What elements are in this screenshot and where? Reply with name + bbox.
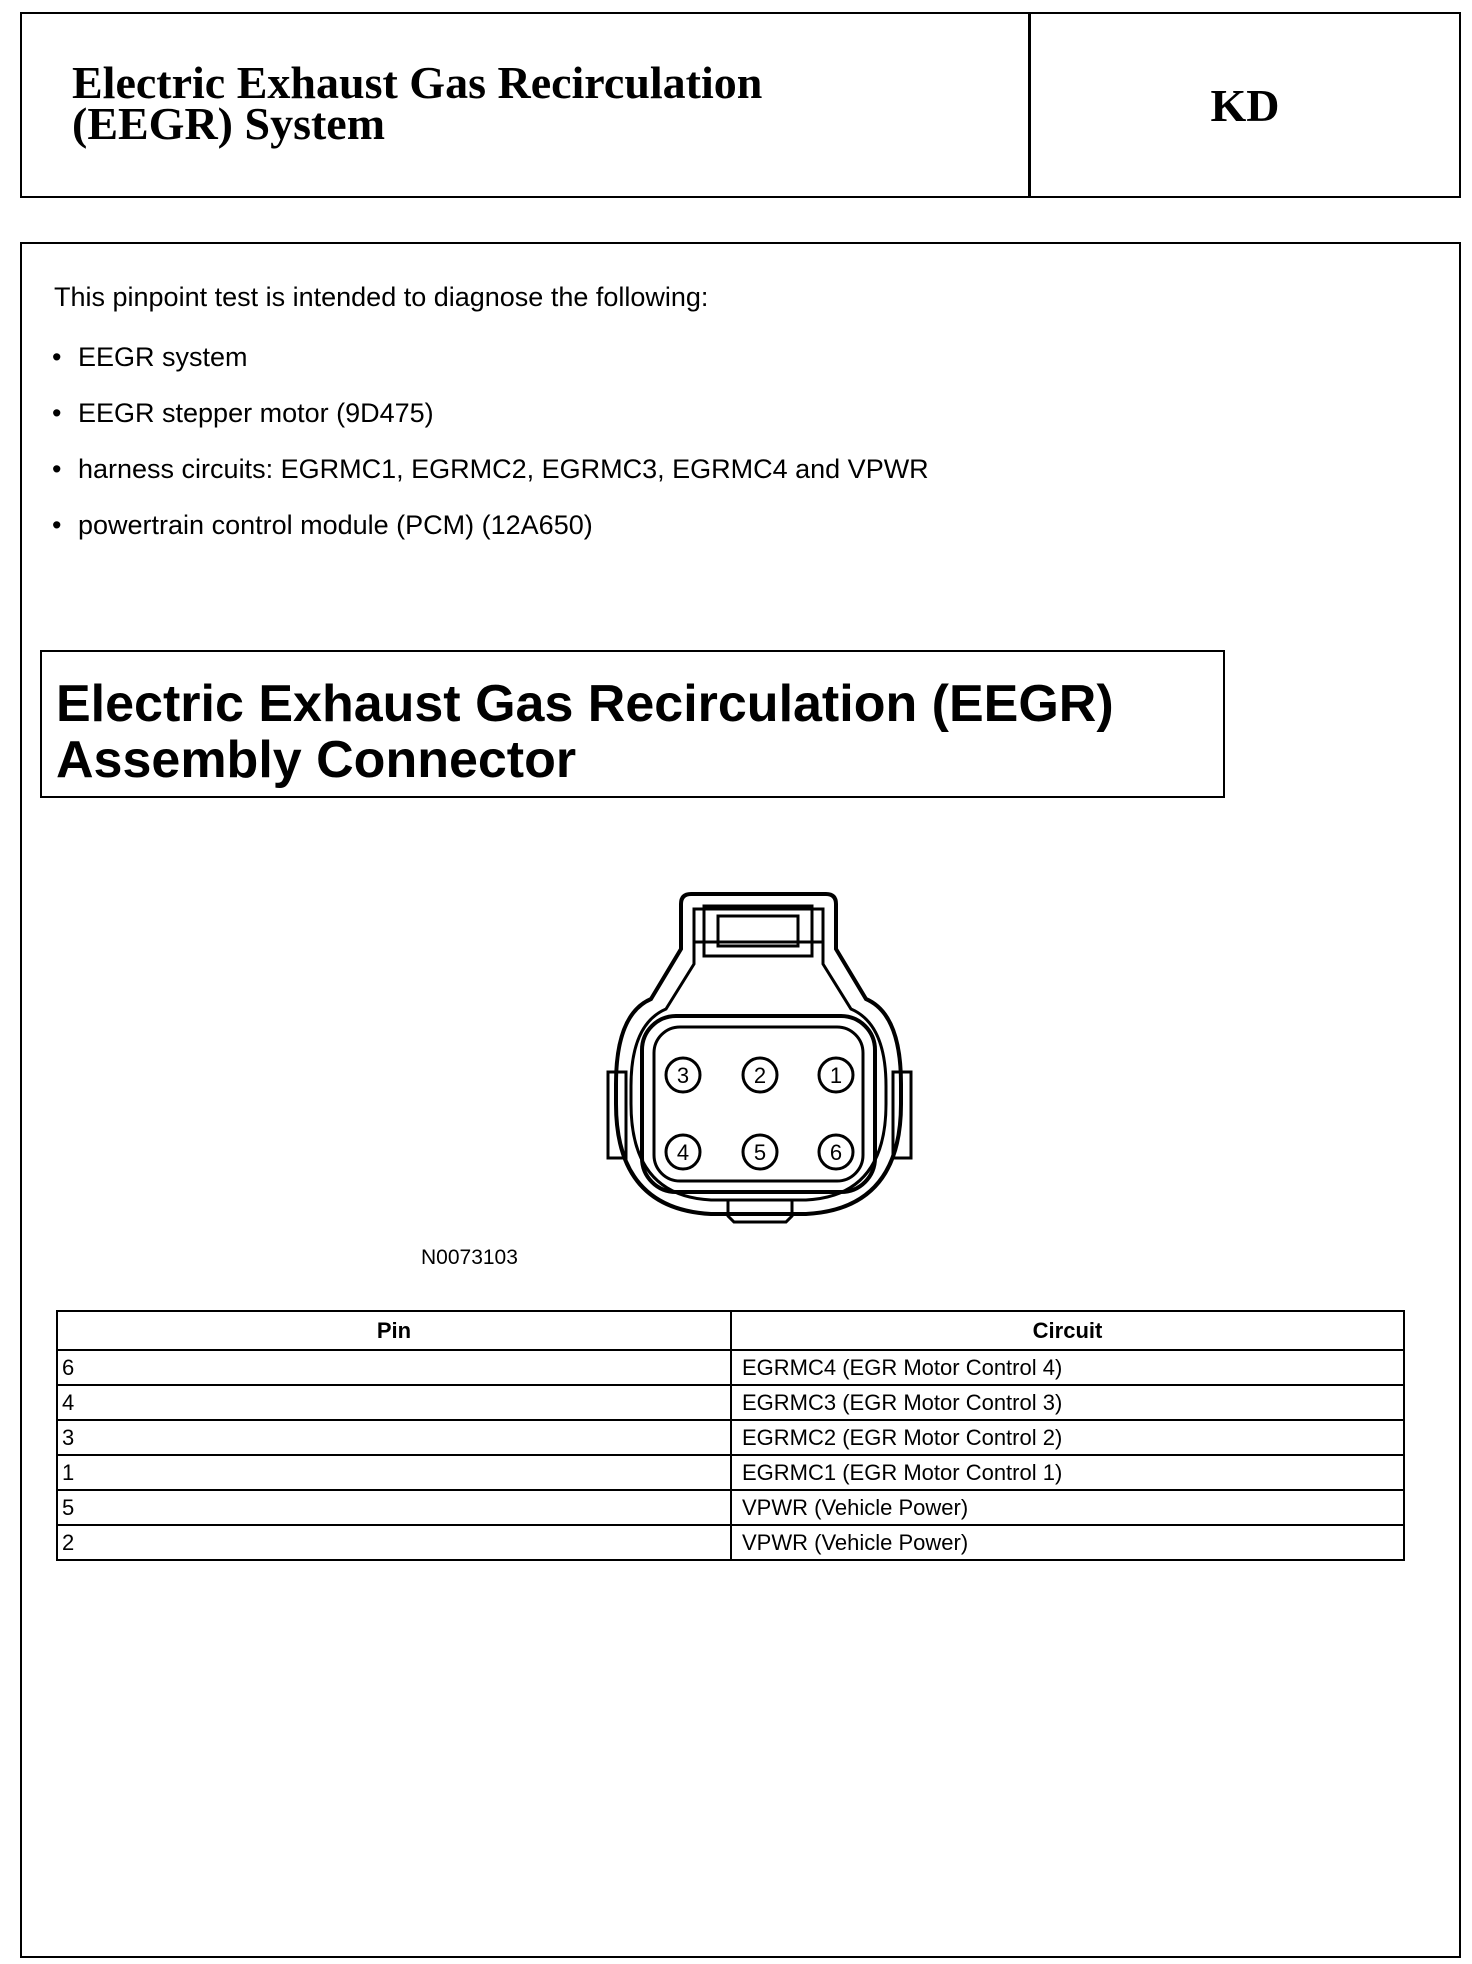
pin-cell: 1 [57,1455,731,1490]
pin-2 [743,1058,777,1092]
figure-id: N0073103 [421,1246,518,1269]
diagnose-list [52,342,929,566]
pin-label: 6 [829,1140,843,1165]
pin-cell: 6 [57,1350,731,1385]
bullet-icon: • [52,398,62,428]
bottom-key [728,1200,792,1222]
section-code: KD [1210,79,1280,131]
section-title: Electric Exhaust Gas Recirculation (EEGR) Assembly Connector [56,675,1114,789]
pin-label: 2 [753,1063,767,1088]
bullet-icon: • [52,454,62,484]
table-row [57,1455,1404,1490]
list-item-text: harness circuits: EGRMC1, EGRMC2, EGRMC3, EGRMC4 and VPWR [78,454,929,484]
list-item [52,510,929,566]
circuit-cell: EGRMC2 (EGR Motor Control 2) [731,1420,1404,1455]
main-content-box [20,242,1461,1958]
intro-text: This pinpoint test is intended to diagnose the following: [54,282,709,312]
pin-5 [743,1135,777,1169]
connector-diagram [556,864,966,1244]
pin-3 [666,1058,700,1092]
list-item [52,454,929,510]
pin-4 [666,1135,700,1169]
latch-outer [704,906,812,956]
pin-cell: 4 [57,1385,731,1420]
pin-circuit-table [56,1310,1405,1561]
column-header-pin: Pin [57,1311,731,1350]
circuit-cell: EGRMC4 (EGR Motor Control 4) [731,1350,1404,1385]
column-header-circuit: Circuit [731,1311,1404,1350]
pin-label: 5 [753,1140,767,1165]
table-row [57,1385,1404,1420]
list-item [52,398,929,454]
table-header-row [57,1311,1404,1350]
section-title-box [40,650,1225,798]
pin-cell: 2 [57,1525,731,1560]
pin-6 [819,1135,853,1169]
pin-1 [819,1058,853,1092]
bullet-icon: • [52,510,62,540]
list-item [52,342,929,398]
bullet-icon: • [52,342,62,372]
circuit-cell: VPWR (Vehicle Power) [731,1525,1404,1560]
table-row [57,1420,1404,1455]
page-title: Electric Exhaust Gas Recirculation (EEGR) System [72,57,763,149]
circuit-cell: EGRMC1 (EGR Motor Control 1) [731,1455,1404,1490]
pin-label: 3 [676,1063,690,1088]
circuit-cell: VPWR (Vehicle Power) [731,1490,1404,1525]
pin-label: 1 [829,1063,843,1088]
list-item-text: EEGR stepper motor (9D475) [78,398,434,428]
circuit-cell: EGRMC3 (EGR Motor Control 3) [731,1385,1404,1420]
table-row [57,1350,1404,1385]
pin-cell: 5 [57,1490,731,1525]
pin-label: 4 [676,1140,690,1165]
list-item-text: powertrain control module (PCM) (12A650) [78,510,593,540]
table-row [57,1525,1404,1560]
table-row [57,1490,1404,1525]
list-item-text: EEGR system [78,342,248,372]
pin-cell: 3 [57,1420,731,1455]
header-box [20,12,1461,198]
pin-frame-outer [642,1016,875,1192]
